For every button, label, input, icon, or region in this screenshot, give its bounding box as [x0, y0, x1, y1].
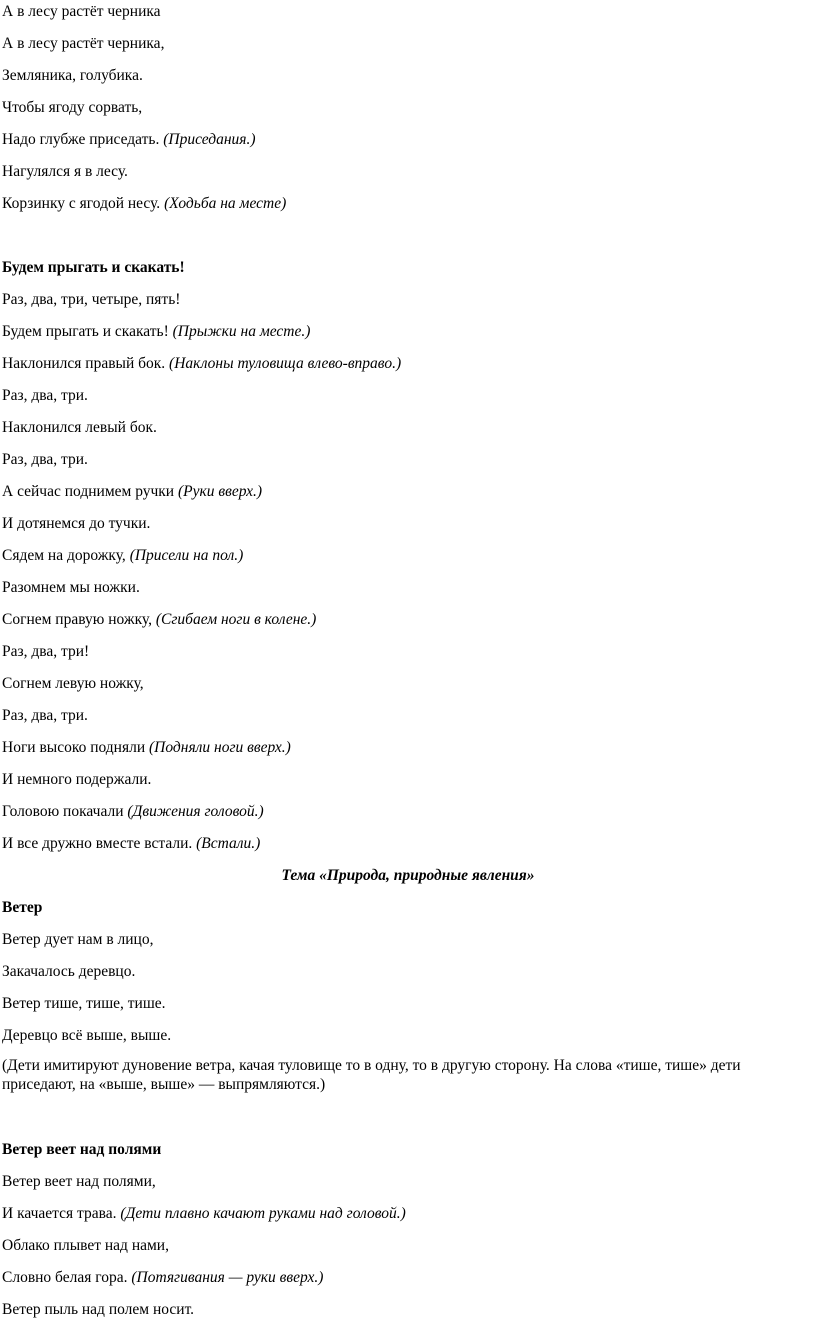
- poem-line: Словно белая гора. (Потягивания — руки вверх.): [2, 1269, 324, 1286]
- poem-line: Земляника, голубика.: [2, 67, 143, 84]
- poem-line: Раз, два, три.: [2, 451, 88, 468]
- poem-line: А в лесу растёт черника,: [2, 35, 165, 52]
- poem-line: Согнем правую ножку, (Сгибаем ноги в колене.): [2, 611, 317, 628]
- exercise-note: (Ходьба на месте): [164, 195, 287, 212]
- poem-line: Ветер тише, тише, тише.: [2, 995, 166, 1012]
- poem-line: Раз, два, три.: [2, 387, 88, 404]
- poem-line: Наклонился правый бок. (Наклоны туловища влево-вправо.): [2, 355, 402, 372]
- poem-line: Раз, два, три, четыре, пять!: [2, 291, 181, 308]
- section-heading: Будем прыгать и скакать!: [2, 259, 185, 276]
- exercise-note: (Дети плавно качают руками над головой.): [120, 1205, 406, 1222]
- exercise-note: (Наклоны туловища влево-вправо.): [169, 355, 402, 372]
- poem-line: Ветер дует нам в лицо,: [2, 931, 154, 948]
- topic-heading: Тема «Природа, природные явления»: [281, 867, 535, 884]
- poem-line: Сядем на дорожку, (Присели на пол.): [2, 547, 244, 564]
- exercise-note: (Прыжки на месте.): [172, 323, 311, 340]
- poem-line: Закачалось деревцо.: [2, 963, 136, 980]
- poem-line: Корзинку с ягодой несу. (Ходьба на месте): [2, 195, 287, 212]
- poem-line: Ветер пыль над полем носит.: [2, 1301, 195, 1318]
- poem-line: Надо глубже приседать. (Приседания.): [2, 131, 256, 148]
- exercise-note: (Сгибаем ноги в колене.): [155, 611, 317, 628]
- poem-line: Ноги высоко подняли (Подняли ноги вверх.): [2, 739, 291, 756]
- section-heading: Ветер веет над полями: [2, 1141, 162, 1158]
- poem-line: Нагулялся я в лесу.: [2, 163, 128, 180]
- poem-line: Будем прыгать и скакать! (Прыжки на месте.): [2, 323, 311, 340]
- exercise-note: (Приседания.): [163, 131, 256, 148]
- poem-line: И немного подержали.: [2, 771, 152, 788]
- poem-line: Разомнем мы ножки.: [2, 579, 140, 596]
- exercise-note: (Движения головой.): [127, 803, 264, 820]
- exercise-note: (Руки вверх.): [177, 483, 263, 500]
- poem-line: Согнем левую ножку,: [2, 675, 144, 692]
- poem-line: Облако плывет над нами,: [2, 1237, 169, 1254]
- exercise-note: (Подняли ноги вверх.): [149, 739, 291, 756]
- exercise-note: (Присели на пол.): [129, 547, 244, 564]
- poem-line: И качается трава. (Дети плавно качают руками над головой.): [2, 1205, 406, 1222]
- poem-line: А сейчас поднимем ручки (Руки вверх.): [2, 483, 263, 500]
- exercise-note: (Потягивания — руки вверх.): [131, 1269, 324, 1286]
- poem-line: И все дружно вместе встали. (Встали.): [2, 835, 261, 852]
- poem-title: А в лесу растёт черника: [2, 3, 161, 20]
- poem-line: Чтобы ягоду сорвать,: [2, 99, 143, 116]
- section-heading: Ветер: [2, 899, 43, 916]
- poem-line: Деревцо всё выше, выше.: [2, 1027, 172, 1044]
- poem-line: Наклонился левый бок.: [2, 419, 157, 436]
- exercise-note: (Встали.): [196, 835, 261, 852]
- poem-line: Ветер веет над полями,: [2, 1173, 156, 1190]
- exercise-description: (Дети имитируют дуновение ветра, качая туловище то в одну, то в другую сторону. На слова «тише, тише» дети приседают, на «выше, выше» — выпрямляются.): [2, 1057, 741, 1093]
- poem-line: Раз, два, три.: [2, 707, 88, 724]
- poem-line: И дотянемся до тучки.: [2, 515, 151, 532]
- poem-line: Раз, два, три!: [2, 643, 90, 660]
- poem-line: Головою покачали (Движения головой.): [2, 803, 264, 820]
